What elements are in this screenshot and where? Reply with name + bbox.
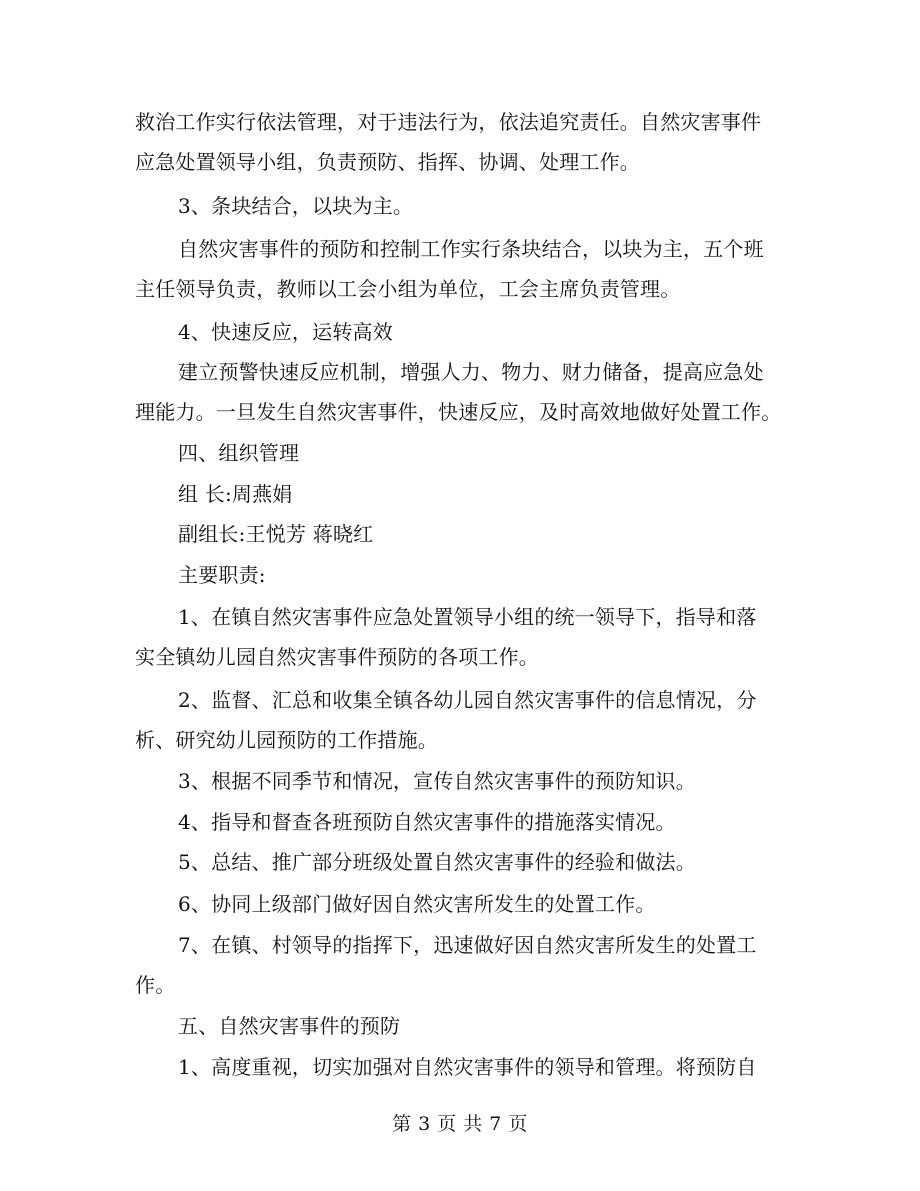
list-item: 6、协同上级部门做好因自然灾害所发生的处置工作。 (178, 892, 656, 916)
list-item: 5、总结、推广部分班级处置自然灾害事件的经验和做法。 (178, 850, 696, 874)
paragraph-line: 自然灾害事件的预防和控制工作实行条块结合，以块为主，五个班 (178, 237, 764, 261)
section-heading: 四、组织管理 (178, 441, 300, 465)
list-item-continuation: 析、研究幼儿园预防的工作措施。 (135, 728, 438, 752)
list-item: 1、在镇自然灾害事件应急处置领导小组的统一领导下，指导和落 (178, 605, 757, 629)
paragraph-line: 理能力。一旦发生自然灾害事件，快速反应，及时高效地做好处置工作。 (135, 400, 782, 424)
section-item-heading: 4、快速反应，运转高效 (178, 320, 393, 344)
paragraph-line: 建立预警快速反应机制，增强人力、物力、财力储备，提高应急处 (178, 360, 764, 384)
section-heading: 五、自然灾害事件的预防 (178, 1014, 401, 1038)
paragraph-line: 救治工作实行依法管理，对于违法行为，依法追究责任。自然灾害事件 (135, 110, 762, 134)
responsibilities-label: 主要职责: (178, 563, 266, 587)
list-item: 3、根据不同季节和情况，宣传自然灾害事件的预防知识。 (178, 769, 696, 793)
list-item: 4、指导和督查各班预防自然灾害事件的措施落实情况。 (178, 810, 676, 834)
team-leader-line: 组 长:周燕娟 (178, 482, 293, 506)
list-item-continuation: 作。 (135, 973, 176, 997)
paragraph-line: 应急处置领导小组，负责预防、指挥、协调、处理工作。 (135, 150, 640, 174)
list-item: 2、监督、汇总和收集全镇各幼儿园自然灾害事件的信息情况，分 (178, 688, 757, 712)
deputy-leader-line: 副组长:王悦芳 蒋晓红 (178, 522, 374, 546)
paragraph-line: 主任领导负责，教师以工会小组为单位，工会主席负责管理。 (135, 277, 681, 301)
page-footer: 第 3 页 共 7 页 (392, 1113, 528, 1135)
list-item: 1、高度重视，切实加强对自然灾害事件的领导和管理。将预防自 (178, 1055, 757, 1079)
list-item-continuation: 实全镇幼儿园自然灾害事件预防的各项工作。 (135, 645, 539, 669)
section-item-heading: 3、条块结合，以块为主。 (178, 194, 414, 218)
list-item: 7、在镇、村领导的指挥下，迅速做好因自然灾害所发生的处置工 (178, 933, 757, 957)
